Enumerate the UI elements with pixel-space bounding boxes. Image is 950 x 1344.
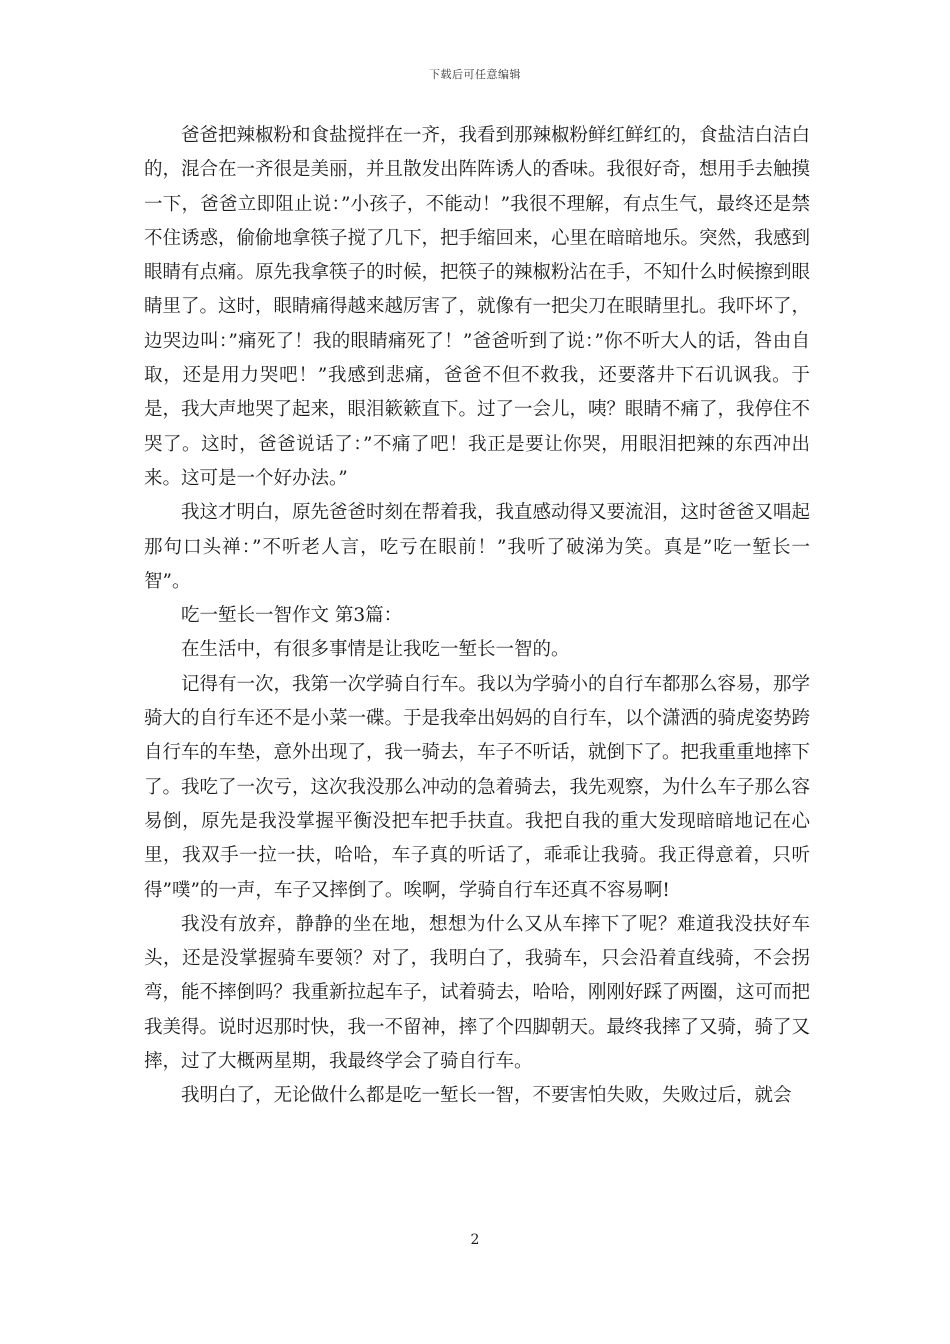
page-number: 2 <box>470 1232 480 1248</box>
document-body <box>144 119 810 1114</box>
paragraph: 记得有一次，我第一次学骑自行车。我以为学骑小的自行车都那么容易，那学骑大的自行车还不是小菜一碟。于是我牵出妈妈的自行车，以个潇洒的骑虎姿势跨自行车的车垫，意外出现了，我一骑去，车子不听话，就倒下了。把我重重地摔下了。我吃了一次亏，这次我没那么冲动的急着骑去，我先观察，为什么车子那么容易倒，原先是我没掌握平衡没把车把手扶直。我把自我的重大发现暗暗地记在心里，我双手一拉一扶，哈哈，车子真的听话了，乖乖让我骑。我正得意着，只听得”噗”的一声，车子又摔倒了。唉啊，学骑自行车还真不容易啊! <box>144 673 811 901</box>
paragraph: 爸爸把辣椒粉和食盐搅拌在一齐，我看到那辣椒粉鲜红鲜红的，食盐洁白洁白的，混合在一齐很是美丽，并且散发出阵阵诱人的香味。我很好奇，想用手去触摸一下，爸爸立即阻止说：”小孩子，不能动！”我很不理解，有点生气，最终还是禁不住诱惑，偷偷地拿筷子搅了几下，把手缩回来，心里在暗暗地乐。突然，我感到眼睛有点痛。原先我拿筷子的时候，把筷子的辣椒粉沾在手，不知什么时候擦到眼睛里了。这时，眼睛痛得越来越厉害了，就像有一把尖刀在眼睛里扎。我吓坏了，边哭边叫：”痛死了！我的眼睛痛死了！”爸爸听到了说：”你不听大人的话，咎由自取，还是用力哭吧！”我感到悲痛，爸爸不但不救我，还要落井下石讥讽我。于是，我大声地哭了起来，眼泪簌簌直下。过了一会儿，咦？眼睛不痛了，我停住不哭了。这时，爸爸说话了：”不痛了吧！我正是要让你哭，用眼泪把辣的东西冲出来。这可是一个好办法。” <box>144 125 811 489</box>
paragraph: 我没有放弃，静静的坐在地，想想为什么又从车摔下了呢？难道我没扶好车头，还是没掌握骑车要领？对了，我明白了，我骑车，只会沿着直线骑，不会拐弯，能不摔倒吗？我重新拉起车子，试着骑去，哈哈，刚刚好踩了两圈，这可而把我美得。说时迟那时快，我一不留神，摔了个四脚朝天。最终我摔了又骑，骑了又摔，过了大概两星期，我最终学会了骑自行车。 <box>144 913 811 1073</box>
paragraph: 在生活中，有很多事情是让我吃一堑长一智的。 <box>181 639 570 661</box>
paragraph: 我明白了，无论做什么都是吃一堑长一智，不要害怕失败，失败过后，就会 <box>181 1085 792 1107</box>
section-heading: 吃一堑长一智作文 第3篇： <box>181 605 403 627</box>
paragraph: 我这才明白，原先爸爸时刻在帮着我，我直感动得又要流泪，这时爸爸又唱起那句口头禅：”不听老人言，吃亏在眼前！”我听了破涕为笑。真是”吃一堑长一智”。 <box>144 502 811 592</box>
page-header: 下载后可任意编辑 <box>429 68 521 81</box>
